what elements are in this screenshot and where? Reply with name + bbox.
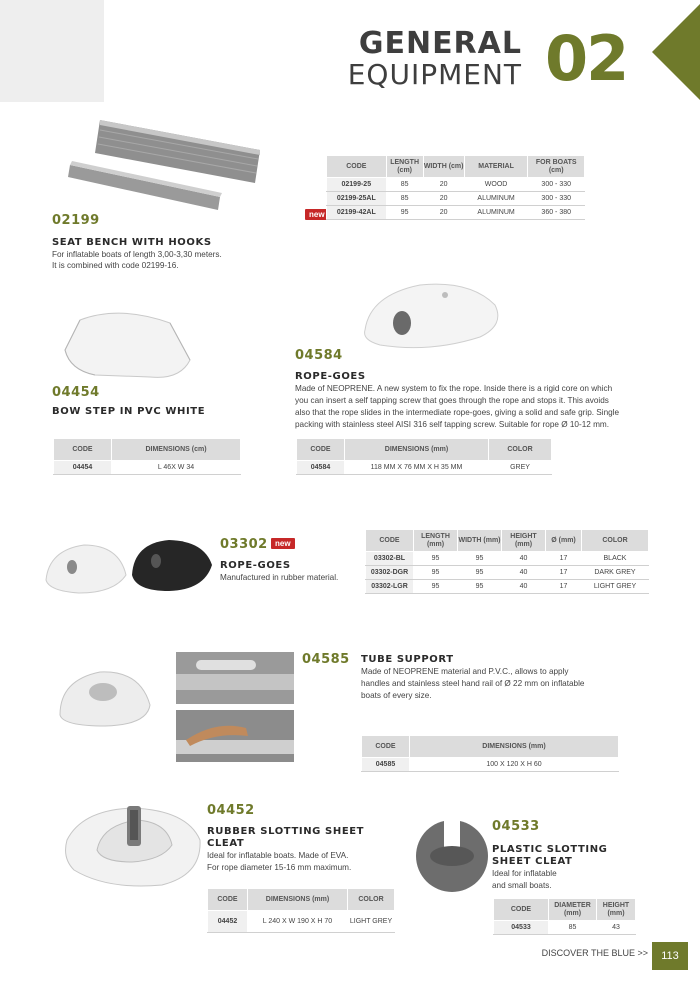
col-color: COLOR [489, 439, 552, 461]
table-row [327, 192, 585, 206]
cell-length: 95 [386, 206, 423, 220]
spec-table-04454 [53, 438, 241, 475]
col-length: LENGTH (mm) [414, 530, 458, 552]
tube-support-image [55, 660, 155, 730]
cell-dimensions: 100 X 120 X H 60 [410, 758, 619, 772]
corner-block [0, 0, 104, 102]
product-name-04584: ROPE-GOES [295, 371, 366, 382]
col-diameter: Ø (mm) [546, 530, 582, 552]
product-desc-04584-line3: also that the rope slides in the intermediate rope-goes, giving a solid and safe grip. Single [295, 408, 620, 417]
rope-goes-grey-image [360, 275, 505, 355]
cell-length: 95 [414, 580, 458, 594]
spec-table-02199 [326, 155, 585, 220]
table-header-row [366, 530, 649, 552]
table-row [327, 206, 585, 220]
product-code-04452: 04452 [207, 803, 255, 818]
cell-height: 43 [597, 921, 636, 935]
product-name-04533-line1: PLASTIC SLOTTING [492, 844, 608, 855]
cell-diameter: 17 [546, 566, 582, 580]
cell-code: 04585 [362, 758, 410, 772]
chapter-number: 02 [545, 22, 628, 95]
cell-diameter: 17 [546, 580, 582, 594]
spec-table-04452 [207, 888, 395, 933]
product-code-02199: 02199 [52, 213, 100, 228]
table-header-row [54, 439, 241, 461]
col-dimensions: DIMENSIONS (mm) [410, 736, 619, 758]
col-code: CODE [208, 889, 248, 911]
spec-table-04585 [361, 735, 619, 772]
product-desc-02199-line2: It is combined with code 02199-16. [52, 261, 179, 270]
col-width: WIDTH (mm) [458, 530, 502, 552]
product-name-04452-line1: RUBBER SLOTTING SHEET [207, 826, 365, 837]
cell-dimensions: L 240 X W 190 X H 70 [248, 911, 348, 933]
product-code-03302: 03302 [220, 537, 268, 552]
cell-width: 20 [423, 192, 464, 206]
table-row [327, 178, 585, 192]
cell-code: 02199-25AL [327, 192, 387, 206]
cell-color: DARK GREY [582, 566, 649, 580]
page-number: 113 [652, 942, 688, 970]
cell-material: ALUMINUM [464, 192, 528, 206]
table-row [362, 758, 619, 772]
table-row [366, 566, 649, 580]
cell-length: 95 [414, 552, 458, 566]
col-length: LENGTH (cm) [386, 156, 423, 178]
table-row [297, 461, 552, 475]
table-header-row [362, 736, 619, 758]
new-badge-02199: new [305, 209, 329, 220]
product-desc-04533-line1: Ideal for inflatable [492, 869, 557, 878]
product-name-04452-line2: CLEAT [207, 838, 245, 849]
rubber-cleat-image [62, 800, 204, 890]
cell-width: 95 [458, 552, 502, 566]
cell-color: LIGHT GREY [582, 580, 649, 594]
cell-code: 02199-42AL [327, 206, 387, 220]
product-desc-04585-line2: handles and stainless steel hand rail of Ø 22 mm on inflatable [361, 679, 585, 688]
tube-support-photo-top [176, 652, 294, 704]
cell-for-boats: 300 - 330 [528, 192, 585, 206]
cell-code: 04533 [494, 921, 549, 935]
cell-material: ALUMINUM [464, 206, 528, 220]
cell-diameter: 17 [546, 552, 582, 566]
cell-diameter: 85 [549, 921, 597, 935]
product-desc-02199-line1: For inflatable boats of length 3,00-3,30 meters. [52, 250, 222, 259]
page-title-line2: EQUIPMENT [347, 58, 522, 91]
product-desc-04585-line1: Made of NEOPRENE material and P.V.C., allows to apply [361, 667, 569, 676]
cell-width: 20 [423, 178, 464, 192]
table-row [494, 921, 636, 935]
col-code: CODE [297, 439, 345, 461]
cell-color: GREY [489, 461, 552, 475]
product-name-04533-line2: SHEET CLEAT [492, 856, 573, 867]
cell-dimensions: L 46X W 34 [112, 461, 241, 475]
table-row [54, 461, 241, 475]
product-name-04585: TUBE SUPPORT [361, 654, 454, 665]
chapter-arrow-icon [652, 4, 700, 100]
cell-color: LIGHT GREY [348, 911, 395, 933]
col-code: CODE [54, 439, 112, 461]
product-desc-03302: Manufactured in rubber material. [220, 573, 339, 582]
col-color: COLOR [348, 889, 395, 911]
new-badge-03302: new [271, 538, 295, 549]
product-name-04454: BOW STEP IN PVC WHITE [52, 406, 206, 417]
col-height: HEIGHT (mm) [597, 899, 636, 921]
col-dimensions: DIMENSIONS (cm) [112, 439, 241, 461]
cell-code: 04584 [297, 461, 345, 475]
table-header-row [208, 889, 395, 911]
cell-height: 40 [502, 552, 546, 566]
cell-material: WOOD [464, 178, 528, 192]
bow-step-image [60, 305, 200, 385]
col-dimensions: DIMENSIONS (mm) [345, 439, 489, 461]
product-desc-04452-line2: For rope diameter 15-16 mm maximum. [207, 863, 352, 872]
product-code-04584: 04584 [295, 348, 343, 363]
col-code: CODE [327, 156, 387, 178]
cell-for-boats: 300 - 330 [528, 178, 585, 192]
table-header-row [327, 156, 585, 178]
table-row [366, 552, 649, 566]
cell-height: 40 [502, 566, 546, 580]
cell-for-boats: 360 - 380 [528, 206, 585, 220]
plastic-cleat-image [412, 816, 492, 896]
product-code-04533: 04533 [492, 819, 540, 834]
col-material: MATERIAL [464, 156, 528, 178]
cell-width: 20 [423, 206, 464, 220]
cell-dimensions: 118 MM X 76 MM X H 35 MM [345, 461, 489, 475]
table-row [366, 580, 649, 594]
col-code: CODE [362, 736, 410, 758]
col-dimensions: DIMENSIONS (mm) [248, 889, 348, 911]
product-name-03302: ROPE-GOES [220, 560, 291, 571]
cell-color: BLACK [582, 552, 649, 566]
product-desc-04584-line2: you can insert a self tapping screw that goes through the rope and stops it. This avoids [295, 396, 609, 405]
product-desc-04533-line2: and small boats. [492, 881, 552, 890]
cell-height: 40 [502, 580, 546, 594]
cell-length: 95 [414, 566, 458, 580]
footer-tagline: DISCOVER THE BLUE >> [541, 948, 648, 958]
col-color: COLOR [582, 530, 649, 552]
spec-table-03302 [365, 529, 649, 594]
product-code-04454: 04454 [52, 385, 100, 400]
col-code: CODE [494, 899, 549, 921]
table-header-row [297, 439, 552, 461]
product-name-02199: SEAT BENCH WITH HOOKS [52, 237, 212, 248]
cell-length: 85 [386, 178, 423, 192]
cell-length: 85 [386, 192, 423, 206]
product-desc-04584-line1: Made of NEOPRENE. A new system to fix the rope. Inside there is a rigid core on which [295, 384, 613, 393]
seat-bench-image [60, 115, 260, 215]
col-width: WIDTH (cm) [423, 156, 464, 178]
col-for-boats: FOR BOATS (cm) [528, 156, 585, 178]
product-code-04585: 04585 [302, 652, 350, 667]
col-code: CODE [366, 530, 414, 552]
cell-code: 02199-25 [327, 178, 387, 192]
spec-table-04533 [493, 898, 636, 935]
page-title-line1: GENERAL [358, 26, 522, 61]
rope-goes-rubber-image [44, 535, 214, 595]
cell-code: 03302-LGR [366, 580, 414, 594]
product-desc-04585-line3: boats of every size. [361, 691, 432, 700]
table-row [208, 911, 395, 933]
cell-width: 95 [458, 580, 502, 594]
col-height: HEIGHT (mm) [502, 530, 546, 552]
cell-code: 03302-DGR [366, 566, 414, 580]
table-header-row [494, 899, 636, 921]
cell-code: 04452 [208, 911, 248, 933]
tube-support-photo-bottom [176, 710, 294, 762]
spec-table-04584 [296, 438, 552, 475]
product-desc-04452-line1: Ideal for inflatable boats. Made of EVA. [207, 851, 349, 860]
cell-width: 95 [458, 566, 502, 580]
col-diameter: DIAMETER (mm) [549, 899, 597, 921]
product-desc-04584-line4: packing with stainless steel AISI 316 self tapping screw. Suitable for rope Ø 10-12 mm. [295, 420, 610, 429]
cell-code: 04454 [54, 461, 112, 475]
cell-code: 03302-BL [366, 552, 414, 566]
